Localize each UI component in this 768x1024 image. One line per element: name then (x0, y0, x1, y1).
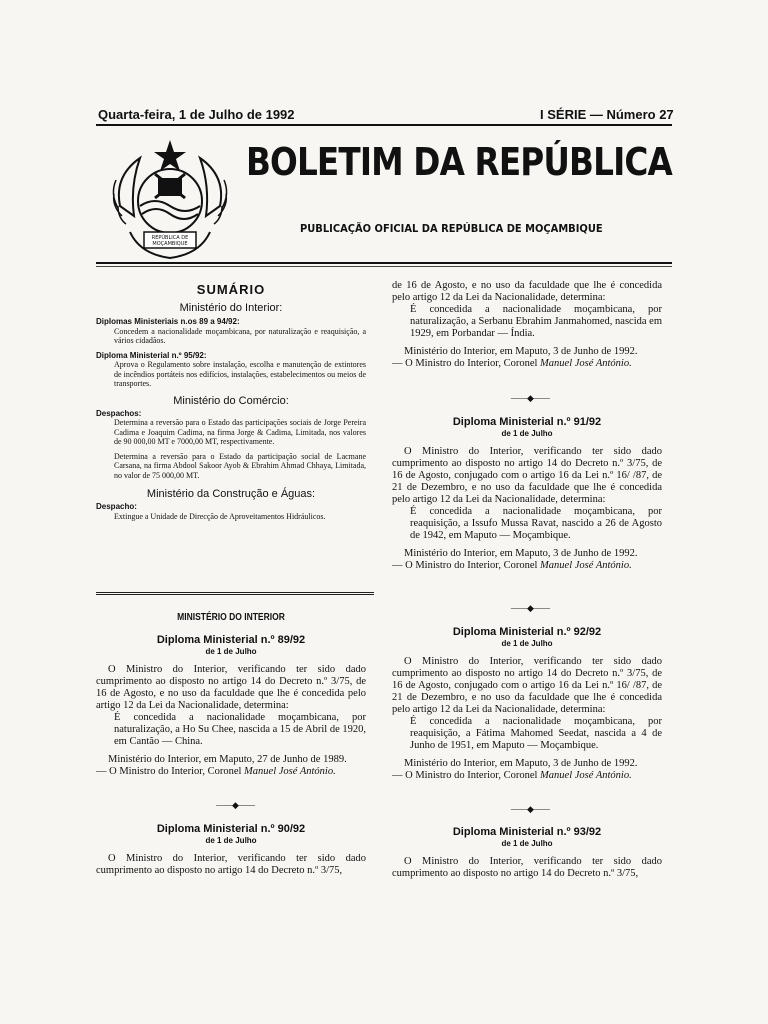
diploma-92-sign-place: Ministério do Interior, em Maputo, 3 de Junho de 1992. (404, 758, 638, 769)
diploma-89-sign-by: — O Ministro do Interior, Coronel (96, 766, 242, 777)
diploma-90-sign-by: — O Ministro do Interior, Coronel (392, 358, 538, 369)
summary-diplomas-89-94-text: Concedem a nacionalidade moçambicana, por naturalização e reaquisição, a vários cidadãos. (114, 326, 366, 345)
svg-text:MOÇAMBIQUE: MOÇAMBIQUE (152, 241, 188, 247)
diploma-90-section (96, 823, 366, 877)
ornament-divider: ——◆—— (511, 393, 549, 403)
diploma-90-continued (392, 280, 662, 370)
diploma-89-item: É concedida a nacionalidade moçambicana, por naturalização, a Ho Su Chee, nascida a 15 de Abril de 1920, em Cantão — China. (114, 712, 366, 747)
ornament-divider: ——◆—— (216, 800, 254, 810)
diploma-89-title: Diploma Ministerial n.º 89/92 (156, 634, 306, 646)
diploma-91-sign-by: — O Ministro do Interior, Coronel (392, 560, 538, 571)
diploma-90-body: O Ministro do Interior, verificando ter sido dado cumprimento ao disposto no artigo 14 do Decreto n.º 3/75, (96, 853, 366, 876)
diploma-91-section (392, 416, 662, 572)
diploma-92-title: Diploma Ministerial n.º 92/92 (452, 626, 602, 638)
diploma-91-sign-place: Ministério do Interior, em Maputo, 3 de Junho de 1992. (404, 548, 638, 559)
diploma-93-section (392, 826, 662, 880)
diploma-90-item: É concedida a nacionalidade moçambicana, por naturalização, a Serbanu Ebrahim Janmahomed, nascida em 1929, em Porbandar — Índia. (410, 304, 662, 339)
diploma-92-body: O Ministro do Interior, verificando ter sido dado cumprimento ao disposto no artigo 14 do Decreto n.º 3/75, de 16 de Agosto, conjugado com o artigo 16 da Lei n.º 16/ /87, de 21 de Dezembro, e no uso da faculdade que lhe é concedida pelo artigo 12 da Lei da Nacionalidade, determina: (392, 656, 662, 715)
diploma-92-item: É concedida a nacionalidade moçambicana, por reaquisição, a Fátima Mahomed Seedat, nascida a 4 de Junho de 1951, em Maputo — Moçambique. (410, 716, 662, 751)
diploma-93-body: O Ministro do Interior, verificando ter sido dado cumprimento ao disposto no artigo 14 do Decreto n.º 3/75, (392, 856, 662, 879)
diploma-90-cont: de 16 de Agosto, e no uso da faculdade que lhe é concedida pelo artigo 12 da Lei da Nacionalidade, determina: (392, 280, 662, 303)
summary-ministry-commerce: Ministério do Comércio: (173, 394, 289, 407)
diploma-89-sign-name: Manuel José António. (244, 766, 336, 777)
masthead-title: BOLETIM DA REPÚBLICA (246, 140, 672, 184)
ornament-divider: ——◆—— (511, 603, 549, 613)
diploma-91-item: É concedida a nacionalidade moçambicana, por reaquisição, a Issufo Mussa Ravat, nascido a 26 de Agosto de 1942, em Maputo — Moçambique. (410, 506, 662, 541)
diploma-92-sign-by: — O Ministro do Interior, Coronel (392, 770, 538, 781)
diploma-89-body: O Ministro do Interior, verificando ter sido dado cumprimento ao disposto no artigo 14 do Decreto n.º 3/75, de 16 de Agosto, e no uso da faculdade que lhe é concedida pelo artigo 12 da Lei da Nacionalidade, determina: (96, 664, 366, 711)
diploma-93-date: de 1 de Julho (501, 839, 553, 848)
diploma-90-sign-place: Ministério do Interior, em Maputo, 3 de Junho de 1992. (404, 346, 638, 357)
diploma-90-date: de 1 de Julho (205, 836, 257, 845)
diploma-92-date: de 1 de Julho (501, 639, 553, 648)
summary-diploma-95-text: Aprova o Regulamento sobre instalação, escolha e manutenção de extintores de incêndios portáteis nos edifícios, instalações, estabelecimentos ou meios de transportes. (114, 360, 366, 388)
summary-diplomas-89-94: Diplomas Ministeriais n.os 89 a 94/92: (96, 317, 240, 326)
summary-despachos-label: Despachos: (96, 408, 142, 418)
diploma-89-signature (96, 766, 366, 778)
ministry-heading: MINISTÉRIO DO INTERIOR (177, 612, 285, 623)
diploma-89-date: de 1 de Julho (205, 647, 257, 656)
summary-ministry-construction: Ministério da Construção e Águas: (146, 488, 316, 500)
diploma-93-title: Diploma Ministerial n.º 93/92 (452, 826, 602, 838)
summary-heading: SUMÁRIO (196, 282, 266, 297)
coat-of-arms-emblem (100, 136, 240, 266)
ministry-interior-section (96, 612, 366, 778)
diploma-91-date: de 1 de Julho (501, 429, 553, 438)
diploma-91-title: Diploma Ministerial n.º 91/92 (452, 416, 602, 428)
summary-section (96, 284, 366, 521)
masthead-subtitle: PUBLICAÇÃO OFICIAL DA REPÚBLICA DE MOÇAMBIQUE (300, 222, 603, 235)
diploma-91-signature (392, 560, 662, 572)
issue-series-number: I SÉRIE — Número 27 (540, 107, 674, 122)
diploma-90-signature (392, 358, 662, 370)
header-rule (96, 124, 672, 126)
summary-despacho-construction: Extingue a Unidade de Direcção de Aproveitamentos Hidráulicos. (114, 511, 326, 521)
diploma-92-sign-name: Manuel José António. (540, 770, 632, 781)
diploma-91-sign-name: Manuel José António. (540, 560, 632, 571)
diploma-90-sign-name: Manuel José António. (540, 358, 632, 369)
diploma-92-signature (392, 770, 662, 782)
diploma-92-section (392, 626, 662, 782)
ornament-divider: ——◆—— (511, 804, 549, 814)
masthead-rule (96, 262, 672, 264)
diploma-90-title: Diploma Ministerial n.º 90/92 (156, 823, 306, 835)
summary-ministry-interior: Ministério do Interior: (179, 302, 283, 314)
summary-despacho-2: Determina a reversão para o Estado da participação social de Lacmane Carsana, na firma Abdool Sakoor Ayob & Ebrahim Ahmad Chhaya, Limitada, no valor de 75 000,00 MT. (114, 451, 366, 480)
summary-despacho-label: Despacho: (96, 502, 137, 511)
issue-date: Quarta-feira, 1 de Julho de 1992 (98, 107, 295, 122)
masthead-rule-thin (96, 266, 672, 267)
summary-divider (96, 592, 374, 595)
diploma-91-body: O Ministro do Interior, verificando ter sido dado cumprimento ao disposto no artigo 14 do Decreto n.º 3/75, de 16 de Agosto, conjugado com o artigo 16 da Lei n.º 16/ /87, de 21 de Dezembro, e no uso da faculdade que lhe é concedida pelo artigo 12 da Lei da Nacionalidade, determina: (392, 446, 662, 505)
summary-diploma-95: Diploma Ministerial n.º 95/92: (96, 350, 207, 360)
summary-despacho-1: Determina a reversão para o Estado das participações sociais de Jorge Pereira Cadima e Joaquim Cadima, na firma Jorge & Cadima, Limitada, nos valores de 90 000,00 MT e 7000,00 MT, respectivamente. (114, 418, 366, 446)
diploma-89-sign-place: Ministério do Interior, em Maputo, 27 de Junho de 1989. (108, 754, 347, 765)
svg-text:REPÚBLICA DE: REPÚBLICA DE (151, 235, 189, 241)
